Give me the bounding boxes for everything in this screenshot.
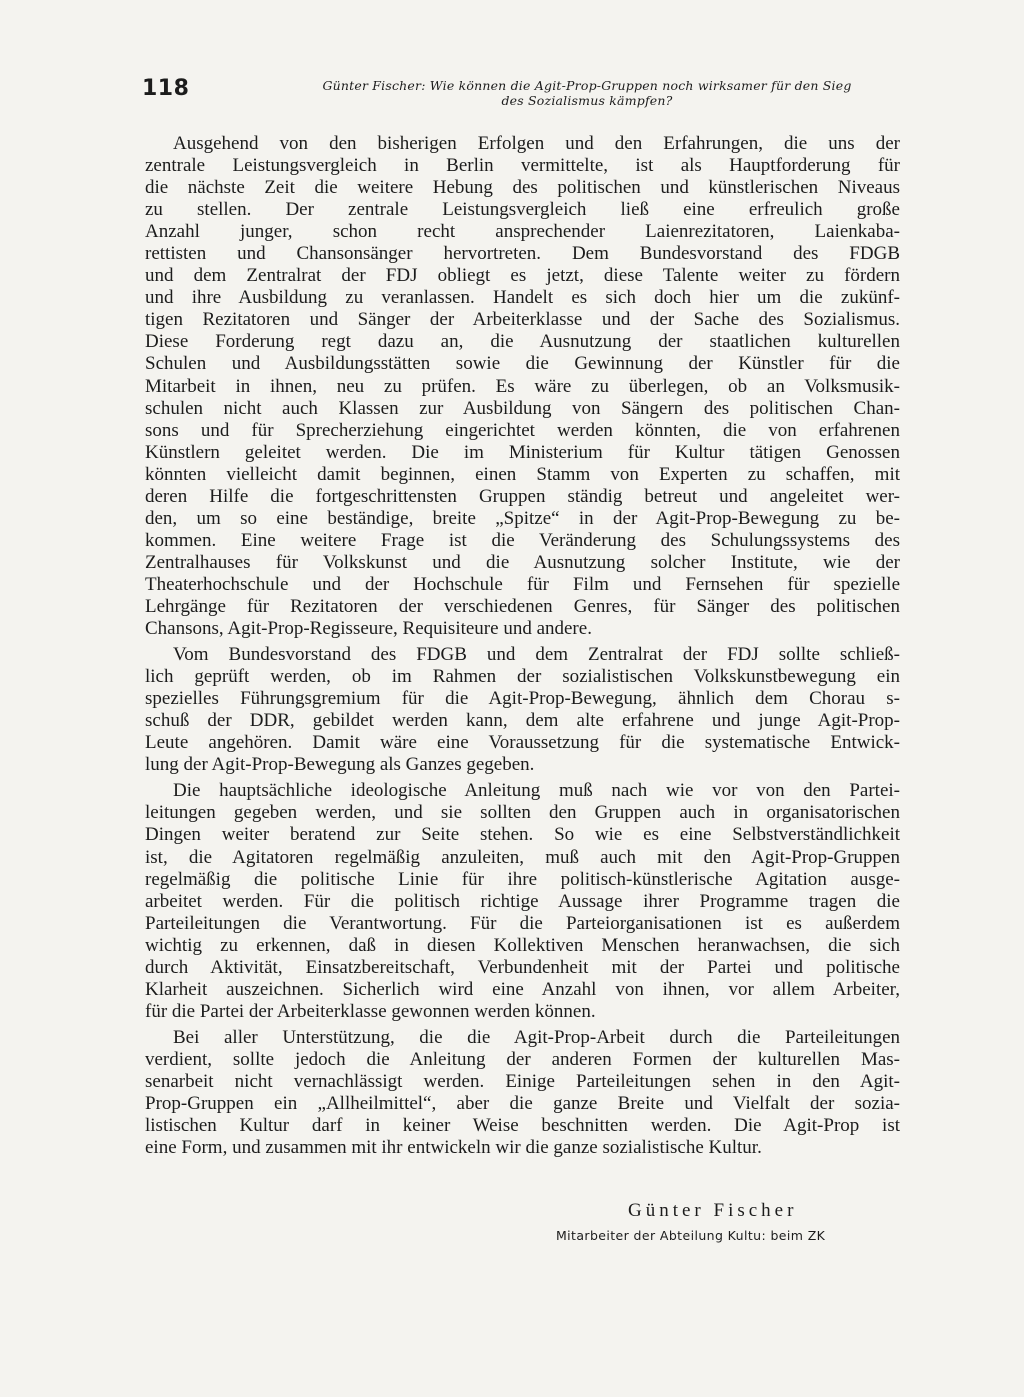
text-line: tigen Rezitatoren und Sänger der Arbeiterklasse und der Sache des Sozialismus. bbox=[145, 309, 900, 331]
text-line: Die hauptsächliche ideologische Anleitung muß nach wie vor von den Partei- bbox=[173, 780, 900, 802]
text-line: und ihre Ausbildung zu veranlassen. Handelt es sich doch hier um die zukünf- bbox=[145, 287, 900, 309]
page-number: 118 bbox=[142, 76, 190, 101]
text-line: zu stellen. Der zentrale Leistungsvergleich ließ eine erfreulich große bbox=[145, 199, 900, 221]
text-line: verdient, sollte jedoch die Anleitung der anderen Formen der kulturellen Mas- bbox=[145, 1048, 900, 1070]
text-line: schulen nicht auch Klassen zur Ausbildung von Sängern des politischen Chan- bbox=[145, 397, 900, 419]
text-line: rettisten und Chansonsänger hervortreten. Dem Bundesvorstand des FDGB bbox=[145, 243, 900, 265]
text-line: Klarheit auszeichnen. Sicherlich wird eine Anzahl von ihnen, vor allem Arbeiter, bbox=[145, 978, 900, 1000]
page-header bbox=[140, 76, 910, 116]
text-line: Ausgehend von den bisherigen Erfolgen und den Erfahrungen, die uns der bbox=[173, 133, 900, 154]
paragraph bbox=[145, 1027, 900, 1159]
text-line: listischen Kultur darf in keiner Weise beschnitten werden. Die Agit-Prop ist bbox=[145, 1115, 900, 1137]
text-line: Theaterhochschule und der Hochschule für Film und Fernsehen für spezielle bbox=[145, 573, 900, 595]
text-line: durch Aktivität, Einsatzbereitschaft, Verbundenheit mit der Partei und politische bbox=[145, 956, 900, 978]
text-line: senarbeit nicht vernachlässigt werden. Einige Parteileitungen sehen in den Agit- bbox=[145, 1070, 900, 1092]
text-line: lich geprüft werden, ob im Rahmen der sozialistischen Volkskunstbewegung ein bbox=[145, 666, 900, 688]
running-head bbox=[264, 78, 910, 108]
text-line: wichtig zu erkennen, daß in diesen Kollektiven Menschen heranwachsen, die sich bbox=[145, 934, 900, 956]
text-line: regelmäßig die politische Linie für ihre politisch-künstlerische Agitation ausge- bbox=[145, 868, 900, 890]
author-signature: Günter Fischer bbox=[628, 1200, 798, 1221]
text-line: Bei aller Unterstützung, die die Agit-Prop-Arbeit durch die Parteileitungen bbox=[173, 1026, 900, 1048]
running-head-line-1: Günter Fischer: Wie können die Agit-Prop-Gruppen noch wirksamer für den Sieg bbox=[322, 78, 852, 93]
text-line: Diese Forderung regt dazu an, die Ausnutzung der staatlichen kulturellen bbox=[145, 331, 900, 353]
text-line: kommen. Eine weitere Frage ist die Veränderung des Schulungssystems des bbox=[145, 529, 900, 551]
text-line: Prop-Gruppen ein „Allheilmittel“, aber die ganze Breite und Vielfalt der sozia- bbox=[145, 1093, 900, 1115]
text-line: Chansons, Agit-Prop-Regisseure, Requisiteure und andere. bbox=[145, 618, 592, 640]
text-line: Schulen und Ausbildungsstätten sowie die Gewinnung der Künstler für die bbox=[145, 353, 900, 375]
running-head-line-2: des Sozialismus kämpfen? bbox=[501, 93, 673, 108]
text-line: sons und für Sprecherziehung eingerichtet werden könnten, die von erfahrenen bbox=[145, 419, 900, 441]
text-line: könnten vielleicht damit beginnen, einen Stamm von Experten zu schaffen, mit bbox=[145, 463, 900, 485]
text-line: lung der Agit-Prop-Bewegung als Ganzes gegeben. bbox=[145, 754, 535, 776]
text-line: die nächste Zeit die weitere Hebung des politischen und künstlerischen Niveaus bbox=[145, 177, 900, 199]
text-line: und dem Zentralrat der FDJ obliegt es jetzt, diese Talente weiter zu fördern bbox=[145, 265, 900, 287]
text-line: leitungen gegeben werden, und sie sollten den Gruppen auch in organisatorischen bbox=[145, 802, 900, 824]
text-line: Parteileitungen die Verantwortung. Für die Parteiorganisationen ist es außerdem bbox=[145, 912, 900, 934]
paragraph bbox=[145, 644, 900, 776]
text-line: Mitarbeit in ihnen, neu zu prüfen. Es wäre zu überlegen, ob an Volksmusik- bbox=[145, 375, 900, 397]
text-line: Künstlern geleitet werden. Die im Ministerium für Kultur tätigen Genossen bbox=[145, 441, 900, 463]
text-line: Lehrgänge für Rezitatoren der verschiedenen Genres, für Sänger des politischen bbox=[145, 595, 900, 617]
text-line: eine Form, und zusammen mit ihr entwickeln wir die ganze sozialistische Kultur. bbox=[145, 1137, 762, 1159]
article-body bbox=[145, 133, 900, 1159]
text-line: Zentralhauses für Volkskunst und die Ausnutzung solcher Institute, wie der bbox=[145, 551, 900, 573]
text-line: Vom Bundesvorstand des FDGB und dem Zentralrat der FDJ sollte schließ- bbox=[173, 644, 900, 666]
paragraph bbox=[145, 133, 900, 640]
text-line: Dingen weiter beratend zur Seite stehen. So wie es eine Selbstverständlichkeit bbox=[145, 824, 900, 846]
paragraph bbox=[145, 780, 900, 1023]
text-line: für die Partei der Arbeiterklasse gewonnen werden können. bbox=[145, 1000, 596, 1022]
author-affiliation: Mitarbeiter der Abteilung Kultu: beim ZK bbox=[556, 1228, 826, 1243]
text-line: zentrale Leistungsvergleich in Berlin vermittelte, ist als Hauptforderung für bbox=[145, 155, 900, 177]
text-line: ist, die Agitatoren regelmäßig anzuleiten, muß auch mit den Agit-Prop-Gruppen bbox=[145, 846, 900, 868]
text-line: spezielles Führungsgremium für die Agit-Prop-Bewegung, ähnlich dem Chorau s- bbox=[145, 688, 900, 710]
text-line: deren Hilfe die fortgeschrittensten Gruppen ständig betreut und angeleitet wer- bbox=[145, 485, 900, 507]
text-line: schuß der DDR, gebildet werden kann, dem alte erfahrene und junge Agit-Prop- bbox=[145, 710, 900, 732]
text-line: Leute angehören. Damit wäre eine Voraussetzung für die systematische Entwick- bbox=[145, 732, 900, 754]
text-line: den, um so eine beständige, breite „Spitze“ in der Agit-Prop-Bewegung zu be- bbox=[145, 507, 900, 529]
text-line: arbeitet werden. Für die politisch richtige Aussage ihrer Programme tragen die bbox=[145, 890, 900, 912]
text-line: Anzahl junger, schon recht ansprechender Laienrezitatoren, Laienkaba- bbox=[145, 221, 900, 243]
